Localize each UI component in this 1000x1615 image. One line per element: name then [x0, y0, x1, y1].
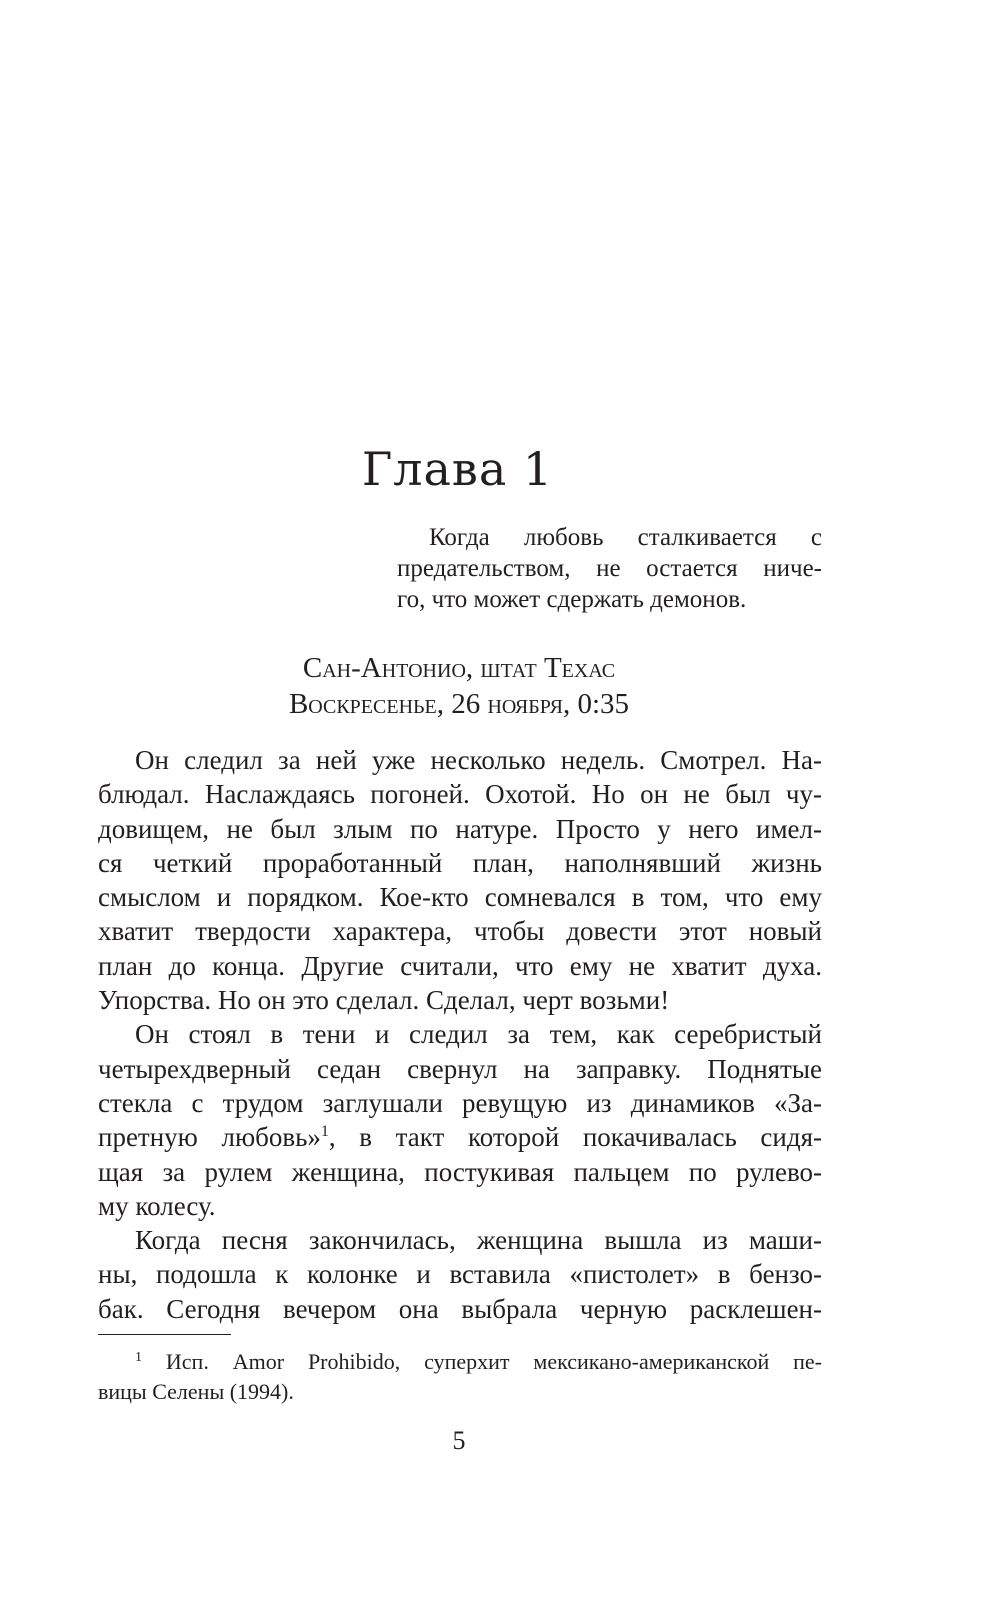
footnote-line: вицы Селены (1994). — [98, 1379, 294, 1404]
body-line: четырехдверный седан свернул на заправку. Поднятые — [98, 1053, 822, 1084]
body-line: Он стоял в тени и следил за тем, как серебристый — [135, 1019, 822, 1050]
footnote-marker: 1 — [135, 1350, 142, 1365]
body-line: блюдал. Наслаждаясь погоней. Охотой. Но он не был чу- — [98, 779, 822, 810]
epigraph-line: Когда любовь сталкивается с — [429, 524, 822, 551]
epigraph-line: го, что может сдержать демонов. — [397, 586, 747, 613]
place-line: Сан-Антонио, штат Техас — [302, 652, 616, 684]
body-line: му колесу. — [98, 1190, 216, 1221]
body-line: стекла с трудом заглушали ревущую из динамиков «За- — [98, 1087, 822, 1118]
footnote-line — [98, 1347, 822, 1377]
body-text — [98, 743, 822, 1326]
body-line: Он следил за ней уже несколько недель. Смотрел. На- — [135, 745, 822, 775]
chapter-title: Глава 1 — [361, 442, 554, 496]
place-time-heading — [0, 650, 918, 722]
body-line — [98, 1120, 822, 1154]
footnote-ref[interactable]: 1 — [320, 1123, 329, 1141]
body-line: ны, подошла к колонке и вставила «пистолет» в бензо- — [98, 1259, 822, 1290]
text-fragment: претную любовь» — [98, 1122, 321, 1153]
body-line: хватит твердости характера, чтобы довести этот новый — [98, 916, 822, 947]
text-fragment: , в такт которой покачивалась сидя- — [328, 1122, 823, 1153]
body-line: Упорства. Но он это сделал. Сделал, черт возьми! — [98, 985, 670, 1016]
body-line: план до конца. Другие считали, что ему не хватит духа. — [98, 950, 822, 981]
body-line: смыслом и порядком. Кое-кто сомневался в том, что ему — [98, 882, 822, 913]
page-number: 5 — [452, 1426, 466, 1455]
footnote — [98, 1347, 822, 1407]
epigraph — [397, 522, 822, 615]
body-line: довищем, не был злым по натуре. Просто у него имел- — [98, 813, 822, 844]
body-line: бак. Сегодня вечером она выбрала черную расклешен- — [98, 1293, 822, 1324]
footnote-text: Исп. Amor Prohibido, суперхит мексикано-американской пе- — [142, 1349, 822, 1374]
body-line: щая за рулем женщина, постукивая пальцем по рулево- — [98, 1156, 822, 1187]
date-time-line: Воскресенье, 26 ноября, 0:35 — [288, 688, 630, 720]
body-line: Когда песня закончилась, женщина вышла из маши- — [135, 1225, 822, 1256]
epigraph-line: предательством, не остается ниче- — [397, 555, 822, 582]
footnote-divider — [98, 1334, 231, 1335]
body-line: ся четкий проработанный план, наполнявший жизнь — [98, 847, 822, 878]
